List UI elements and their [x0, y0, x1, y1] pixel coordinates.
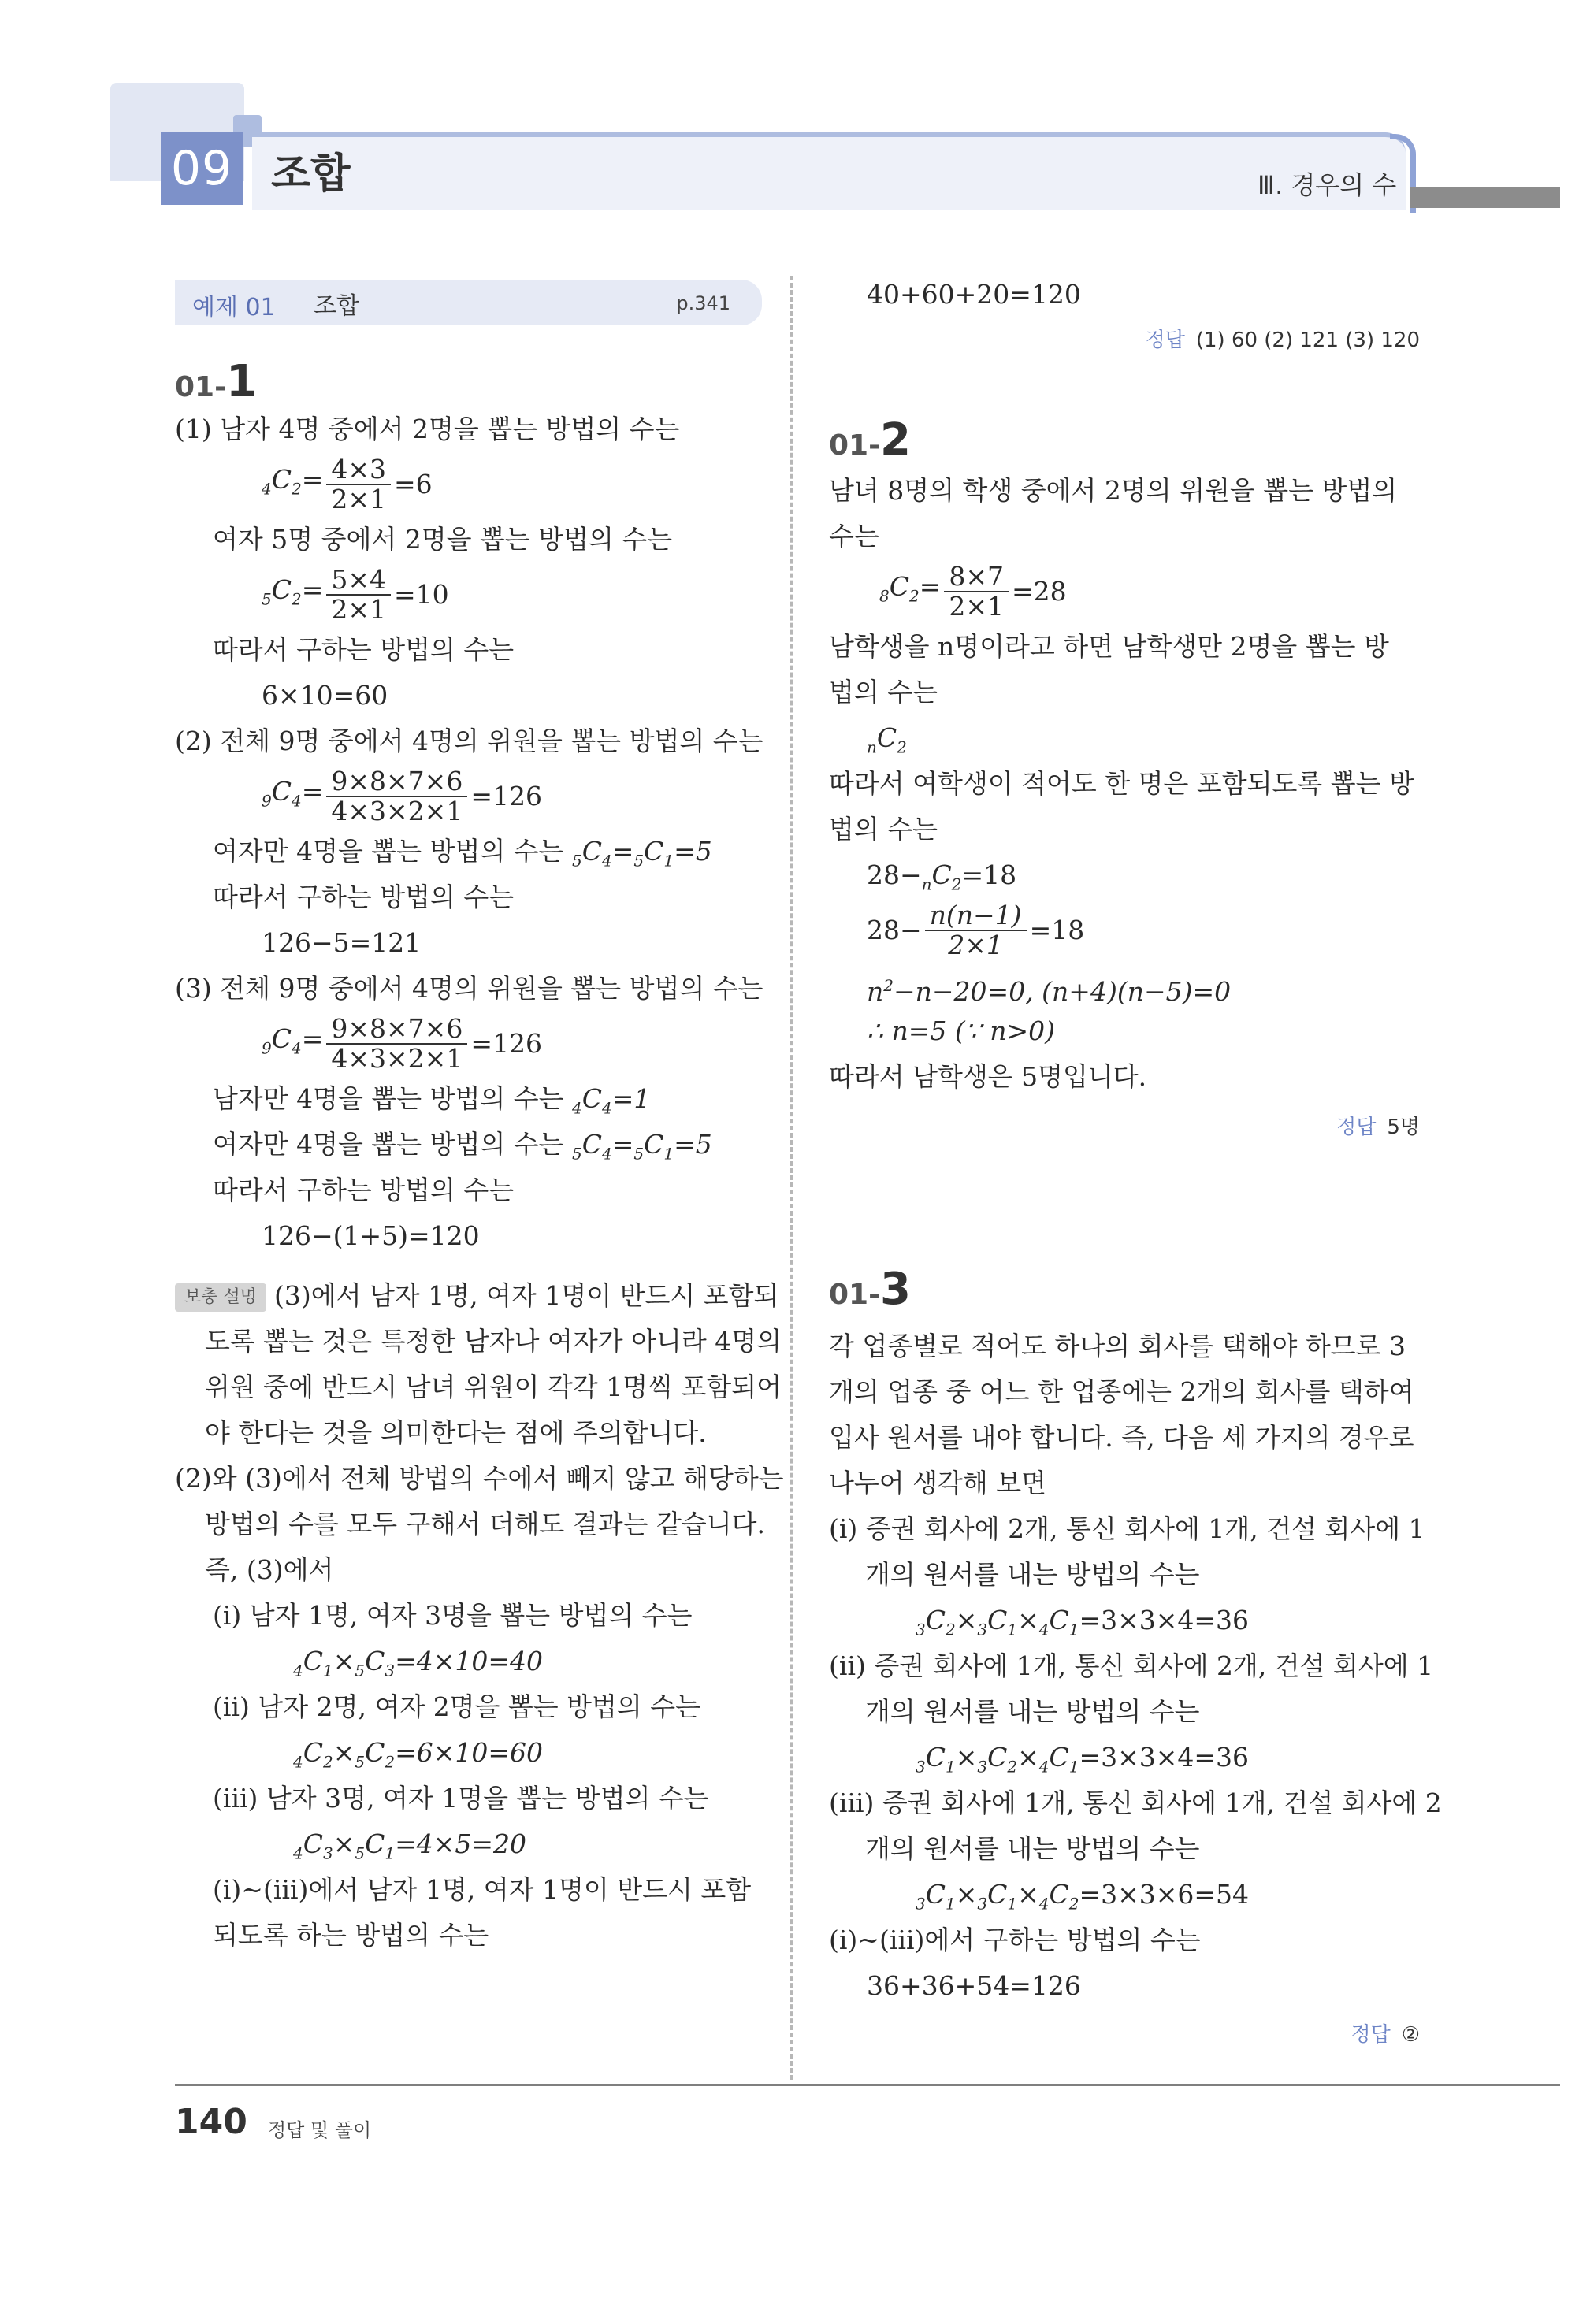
note-line: 위원 중에 반드시 남녀 위원이 각각 1명씩 포함되어 [205, 1372, 782, 1402]
equation [829, 1598, 1420, 1643]
answer-value: (1) 60 (2) 121 (3) 120 [1195, 329, 1420, 352]
note-line: (ⅲ) 남자 3명, 여자 1명을 뽑는 방법의 수는 [213, 1783, 709, 1814]
denominator: 2×1 [331, 594, 387, 625]
numerator: 9×8×7×6 [326, 1015, 467, 1045]
comb-expr: $_3C_1\times_3C_2\times_4C_1$ [916, 1742, 1079, 1776]
solution-1 [175, 407, 782, 1958]
text: (3)에서 남자 1명, 여자 1명이 반드시 포함되 [274, 1280, 779, 1311]
text-line: 남학생을 n명이라고 하면 남학생만 2명을 뽑는 방 [829, 631, 1389, 662]
text-line: 개의 업종 중 어느 한 업종에는 2개의 회사를 택하여 [829, 1376, 1414, 1407]
equation [829, 852, 1420, 898]
problem-digit: 2 [880, 414, 912, 466]
note-line: (2)와 (3)에서 전체 방법의 수에서 빼지 않고 해당하는 [175, 1463, 784, 1494]
comb-expr: $_3C_1\times_3C_1\times_4C_2$ [916, 1879, 1079, 1914]
text-line: (2) 전체 9명 중에서 4명의 위원을 뽑는 방법의 수는 [175, 726, 763, 756]
solution-3 [829, 1323, 1442, 2058]
note-line: 방법의 수를 모두 구해서 더해도 결과는 같습니다. [205, 1509, 765, 1539]
numerator: 4×3 [326, 455, 391, 485]
numerator: 8×7 [944, 562, 1009, 592]
denominator: 4×3×2×1 [331, 796, 463, 826]
text-line: (ⅰ) 증권 회사에 2개, 통신 회사에 1개, 건설 회사에 1 [829, 1513, 1425, 1544]
text-line [175, 1076, 782, 1122]
numerator: n(n−1) [925, 901, 1027, 931]
text-line: 법의 수는 [829, 677, 938, 707]
equation [175, 452, 782, 517]
problem-prefix: 01- [829, 1279, 881, 1311]
text-line: 6×10=60 [262, 680, 388, 711]
section-label: Ⅲ. 경우의 수 [1258, 170, 1397, 200]
example-page-ref: p.341 [676, 292, 730, 314]
fraction [326, 1015, 467, 1073]
comb-expr: $_5C_4=_5C_1=5$ [572, 1129, 712, 1164]
note-line [175, 1273, 782, 1319]
comb-expr: $_4C_1\times_5C_3=4\times 10=40$ [293, 1646, 544, 1680]
fraction [944, 562, 1009, 621]
text-line: 개의 원서를 내는 방법의 수는 [865, 1833, 1200, 1864]
denominator: 2×1 [949, 591, 1005, 622]
equation [175, 1012, 782, 1076]
text-line: 개의 원서를 내는 방법의 수는 [865, 1696, 1200, 1727]
text-line: 126−(1+5)=120 [262, 1220, 480, 1251]
equation [829, 898, 1420, 963]
fraction [326, 566, 391, 624]
equation-result: =3×3×6=54 [1079, 1879, 1250, 1910]
denominator: 2×1 [948, 930, 1003, 960]
problem-digit: 1 [226, 356, 258, 407]
solution-1-continued [829, 272, 1420, 363]
problem-number-2 [829, 414, 911, 466]
fraction [326, 455, 391, 514]
comb-expr: $_5C_4=_5C_1=5$ [572, 836, 712, 871]
comb-symbol: $_9C_4=$ [262, 1023, 324, 1058]
footer-rule [175, 2084, 1560, 2086]
equation [175, 562, 782, 627]
comb-expr: $_4C_3\times_5C_1=4\times 5=20$ [293, 1828, 527, 1863]
numerator: 5×4 [326, 566, 391, 596]
solution-2 [829, 468, 1420, 1150]
answer-tag: 정답 [1336, 1116, 1377, 1139]
text-line: 따라서 구하는 방법의 수는 [213, 882, 515, 912]
note-line: 되도록 하는 방법의 수는 [213, 1920, 489, 1951]
note-line: (ⅰ)~(ⅲ)에서 남자 1명, 여자 1명이 반드시 포함 [213, 1874, 752, 1905]
note-line: 도록 뽑는 것은 특정한 남자나 여자가 아니라 4명의 [205, 1326, 782, 1357]
comb-expr: $_3C_2\times_3C_1\times_4C_1$ [916, 1605, 1079, 1639]
equation-result: =6 [394, 469, 433, 499]
comb-expr: $_nC_2$ [867, 722, 907, 757]
denominator: 4×3×2×1 [331, 1043, 463, 1074]
text-line: 나누어 생각해 보면 [829, 1468, 1047, 1498]
text: 여자만 4명을 뽑는 방법의 수는 [213, 836, 564, 867]
text-line: (ⅲ) 증권 회사에 1개, 통신 회사에 1개, 건설 회사에 2 [829, 1788, 1442, 1818]
text: 28− [867, 859, 922, 890]
equation: ∴ n=5 (∵ n>0) [867, 1015, 1056, 1046]
equation [829, 1735, 1420, 1780]
text: 남자만 4명을 뽑는 방법의 수는 [213, 1083, 564, 1114]
equation [829, 1872, 1420, 1917]
footer-label: 정답 및 풀이 [268, 2119, 372, 2141]
example-label: 예제 01 [192, 294, 276, 321]
note-line: (ⅱ) 남자 2명, 여자 2명을 뽑는 방법의 수는 [213, 1691, 701, 1722]
text-line: 따라서 여학생이 적어도 한 명은 포함되도록 뽑는 방 [829, 768, 1414, 799]
text-line: 따라서 구하는 방법의 수는 [213, 634, 515, 665]
chapter-number: 09 [161, 132, 243, 205]
text-line: (ⅰ)~(ⅲ)에서 구하는 방법의 수는 [829, 1925, 1201, 1955]
answer-3 [829, 2012, 1420, 2058]
answer-2 [829, 1104, 1420, 1150]
text-line: 남녀 8명의 학생 중에서 2명의 위원을 뽑는 방법의 [829, 475, 1398, 506]
denominator: 2×1 [331, 484, 387, 514]
text-line: (3) 전체 9명 중에서 4명의 위원을 뽑는 방법의 수는 [175, 973, 763, 1004]
text-line [175, 1122, 782, 1168]
comb-symbol: $_9C_4=$ [262, 776, 324, 811]
example-bar [175, 280, 762, 325]
answer-tag: 정답 [1145, 329, 1185, 352]
note-tag: 보충 설명 [175, 1283, 266, 1312]
text-line: 126−5=121 [262, 927, 422, 958]
text-line: 40+60+20=120 [867, 279, 1081, 310]
problem-number-3 [829, 1264, 911, 1315]
numerator: 9×8×7×6 [326, 767, 467, 797]
note-line: 야 한다는 것을 의미한다는 점에 주의합니다. [205, 1417, 707, 1448]
text-line: 수는 [829, 521, 879, 551]
equation-result: =18 [1029, 915, 1085, 945]
note-line: 즉, (3)에서 [205, 1554, 334, 1585]
chapter-title: 조합 [271, 150, 351, 198]
problem-number-1 [175, 356, 257, 407]
text-line: 여자 5명 중에서 2명을 뽑는 방법의 수는 [213, 524, 673, 555]
text-line: 36+36+54=126 [867, 1970, 1081, 2001]
fraction [925, 901, 1027, 960]
column-divider [790, 276, 793, 2080]
equation [175, 764, 782, 829]
text-line: (1) 남자 4명 중에서 2명을 뽑는 방법의 수는 [175, 414, 680, 444]
answer-value: ② [1401, 2023, 1420, 2047]
comb-symbol: $_4C_2=$ [262, 464, 324, 499]
comb-symbol: $_5C_2=$ [262, 574, 324, 609]
text: −n−20=0, (n+4)(n−5)=0 [894, 976, 1232, 1007]
equation-result: =3×3×4=36 [1079, 1742, 1250, 1773]
text-line: 따라서 구하는 방법의 수는 [213, 1175, 515, 1205]
text-line: 따라서 남학생은 5명입니다. [829, 1061, 1147, 1092]
page-number: 140 [175, 2102, 247, 2142]
text-line: 입사 원서를 내야 합니다. 즉, 다음 세 가지의 경우로 [829, 1422, 1414, 1453]
text-line [175, 829, 782, 874]
comb-symbol: $_8C_2=$ [879, 571, 942, 606]
text-line: 법의 수는 [829, 814, 938, 845]
problem-digit: 3 [880, 1264, 912, 1315]
equation-result: =3×3×4=36 [1079, 1605, 1250, 1635]
problem-prefix: 01- [175, 371, 227, 403]
fraction [326, 767, 467, 826]
equation-result: =28 [1012, 576, 1067, 607]
text-line: (ⅱ) 증권 회사에 1개, 통신 회사에 2개, 건설 회사에 1 [829, 1650, 1434, 1681]
equation [829, 559, 1420, 624]
answer-tag: 정답 [1351, 2023, 1391, 2047]
comb-expr: $_nC_2$ [921, 859, 962, 894]
text-line: 각 업종별로 적어도 하나의 회사를 택해야 하므로 3 [829, 1331, 1406, 1361]
header-gray-strip [1410, 187, 1560, 208]
text: 28− [867, 915, 922, 945]
example-title: 조합 [314, 292, 359, 320]
answer-value: 5명 [1387, 1116, 1420, 1139]
equation-result: =18 [961, 859, 1017, 890]
equation-result: =10 [394, 579, 449, 610]
equation-result: =126 [470, 781, 542, 811]
equation-result: =126 [470, 1028, 542, 1059]
answer-1 [829, 317, 1420, 363]
text-line: 개의 원서를 내는 방법의 수는 [865, 1559, 1200, 1590]
text: 여자만 4명을 뽑는 방법의 수는 [213, 1129, 564, 1160]
note-line: (ⅰ) 남자 1명, 여자 3명을 뽑는 방법의 수는 [213, 1600, 693, 1631]
comb-expr: $_4C_4=1$ [572, 1083, 651, 1118]
comb-expr: $_4C_2\times_5C_2=6\times 10=60$ [293, 1737, 544, 1772]
header-bar [252, 132, 1406, 210]
equation: $n^2-n-20=0$, (n+4)(n−5)=0 [867, 976, 1232, 1007]
problem-prefix: 01- [829, 429, 881, 462]
